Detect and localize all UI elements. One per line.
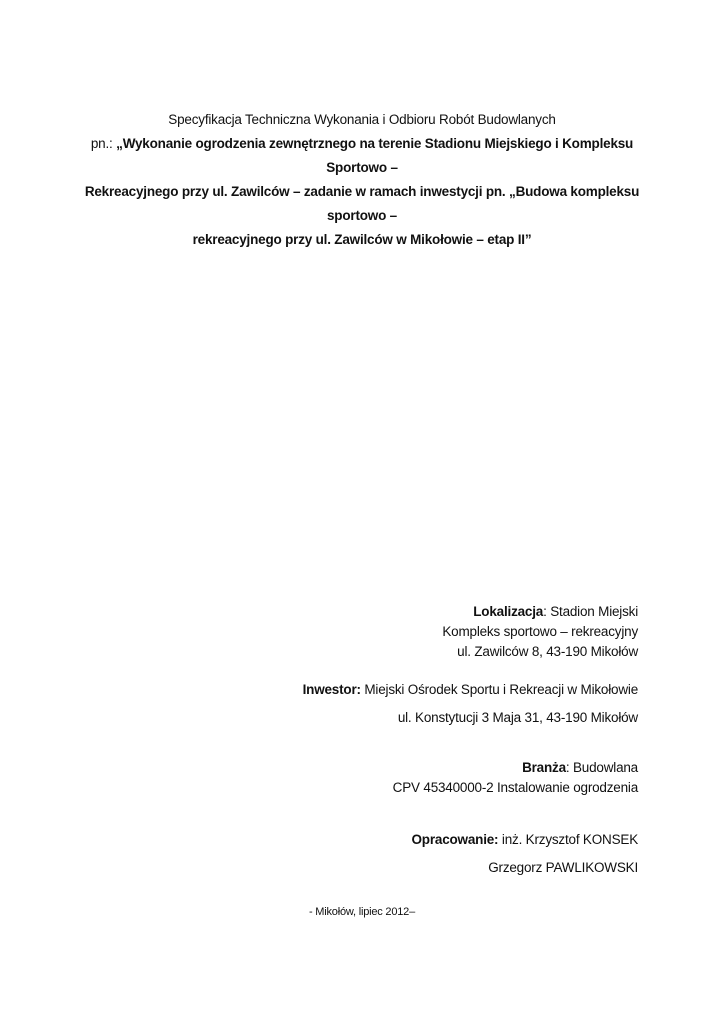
title-line-3: Rekreacyjnego przy ul. Zawilców – zadanie w ramach inwestycji pn. „Budowa kompleksu sportowo – (84, 184, 640, 223)
branch-label: Branża (522, 760, 566, 775)
prepared-row (411, 830, 638, 850)
prepared-second-author: Grzegorz PAWLIKOWSKI (488, 860, 638, 875)
investor-row (303, 680, 638, 700)
location-line-3: ul. Zawilców 8, 43-190 Mikołów (457, 644, 638, 659)
title-line-4: rekreacyjnego przy ul. Zawilców w Mikołowie – etap II” (192, 232, 532, 247)
title-line-2-bold: „Wykonanie ogrodzenia zewnętrznego na terenie Stadionu Miejskiego i Kompleksu Sportowo – (116, 136, 634, 175)
prepared-block (411, 830, 638, 878)
location-label: Lokalizacja (473, 604, 544, 619)
prepared-value: inż. Krzysztof KONSEK (498, 832, 638, 847)
title-prefix: pn.: (90, 136, 117, 151)
location-block (442, 602, 638, 662)
location-line-2: Kompleks sportowo – rekreacyjny (442, 624, 638, 639)
branch-cpv: CPV 45340000-2 Instalowanie ogrodzenia (392, 780, 638, 795)
branch-block (393, 758, 638, 798)
prepared-label: Opracowanie: (411, 832, 499, 847)
investor-value: Miejski Ośrodek Sportu i Rekreacji w Mikołowie (360, 682, 638, 697)
investor-address: ul. Konstytucji 3 Maja 31, 43-190 Mikołów (397, 710, 638, 725)
location-value: : Stadion Miejski (543, 604, 638, 619)
document-title (60, 108, 664, 252)
location-row (442, 602, 638, 622)
title-line-2 (60, 132, 664, 180)
title-line-1: Specyfikacja Techniczna Wykonania i Odbioru Robót Budowlanych (168, 112, 556, 127)
investor-block (303, 680, 638, 728)
branch-value: : Budowlana (565, 760, 638, 775)
footer-date: - Mikołów, lipiec 2012– (308, 906, 416, 918)
investor-label: Inwestor: (302, 682, 361, 697)
branch-row (393, 758, 638, 778)
